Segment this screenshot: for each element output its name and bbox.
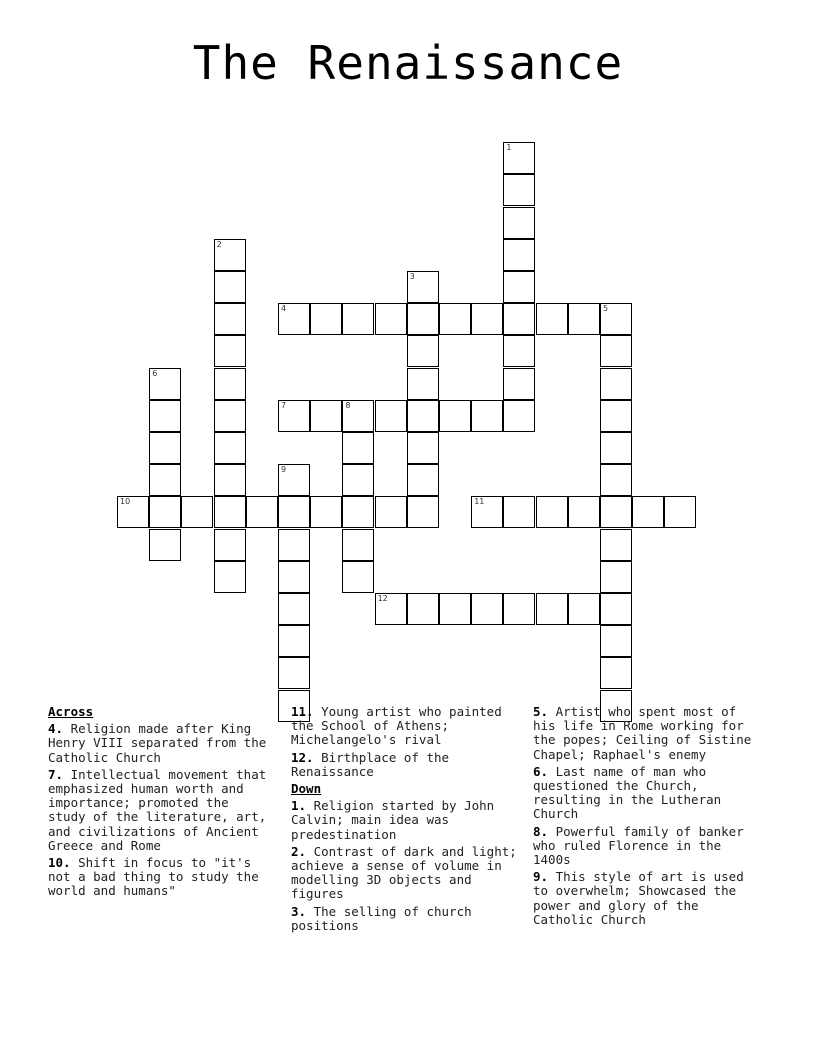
crossword-cell[interactable] <box>342 496 374 528</box>
crossword-cell[interactable] <box>214 400 246 432</box>
crossword-cell[interactable] <box>342 303 374 335</box>
clue-number: 10 <box>120 497 131 507</box>
clue-text: This style of art is used to overwhelm; Showcased the power and glory of the Catholic Church <box>533 869 744 927</box>
crossword-cell[interactable] <box>214 335 246 367</box>
crossword-cell[interactable] <box>214 271 246 303</box>
crossword-cell[interactable] <box>278 529 310 561</box>
clue-item <box>48 856 273 899</box>
clue-text: Intellectual movement that emphasized human worth and importance; promoted the study of the literature, art, and civilizations of Ancient Greece and Rome <box>48 766 267 853</box>
crossword-cell[interactable] <box>214 303 246 335</box>
crossword-cell[interactable] <box>503 400 535 432</box>
clue-item <box>533 705 763 762</box>
down-heading: Down <box>291 781 322 797</box>
crossword-cell[interactable] <box>536 496 568 528</box>
crossword-cell[interactable] <box>568 496 600 528</box>
crossword-cell[interactable] <box>149 529 181 561</box>
clue-number: 11 <box>474 497 485 507</box>
clue-number: 3 <box>409 272 415 281</box>
crossword-cell[interactable] <box>407 496 439 528</box>
clue-item <box>533 825 763 868</box>
crossword-cell[interactable] <box>600 368 632 400</box>
crossword-cell[interactable] <box>600 432 632 464</box>
crossword-cell[interactable] <box>503 303 535 335</box>
crossword-cell[interactable] <box>600 529 632 561</box>
crossword-cell[interactable] <box>503 174 535 206</box>
clue-item <box>533 765 763 822</box>
crossword-cell[interactable] <box>471 303 503 335</box>
crossword-cell[interactable] <box>375 496 407 528</box>
crossword-cell[interactable] <box>214 496 246 528</box>
clue-text: Religion made after King Henry VIII separated from the Catholic Church <box>48 721 267 765</box>
clue-text: The selling of church positions <box>291 903 472 933</box>
crossword-cell[interactable] <box>600 464 632 496</box>
crossword-cell[interactable] <box>503 142 535 174</box>
clue-number: 12 <box>377 594 388 603</box>
crossword-cell[interactable] <box>310 400 342 432</box>
clue-number: 1. <box>291 798 307 814</box>
crossword-cell[interactable] <box>214 561 246 593</box>
clue-number: 9. <box>533 869 549 885</box>
crossword-cell[interactable] <box>278 593 310 625</box>
crossword-cell[interactable] <box>214 529 246 561</box>
crossword-cell[interactable] <box>342 464 374 496</box>
clue-number: 3. <box>291 903 307 919</box>
clue-item <box>291 799 521 842</box>
clue-text: Religion started by John Calvin; main idea was predestination <box>291 798 495 842</box>
crossword-cell[interactable] <box>214 464 246 496</box>
clue-item <box>533 870 763 927</box>
clue-number: 11. <box>291 704 314 719</box>
clue-number: 8 <box>345 400 351 410</box>
crossword-cell[interactable] <box>149 496 181 528</box>
clue-number: 9 <box>281 465 287 475</box>
clue-text: Last name of man who questioned the Church, resulting in the Lutheran Church <box>533 763 722 822</box>
clue-number: 2. <box>291 843 307 859</box>
crossword-cell[interactable] <box>407 368 439 400</box>
clue-item <box>48 768 273 853</box>
clue-number: 10. <box>48 855 71 871</box>
clue-text: Contrast of dark and light; achieve a sense of volume in modelling 3D objects and figures <box>291 843 517 902</box>
clue-item <box>48 722 273 765</box>
crossword-cell[interactable] <box>632 496 664 528</box>
crossword-cell[interactable] <box>310 303 342 335</box>
clue-number: 7. <box>48 766 64 782</box>
clue-text: Powerful family of banker who ruled Florence in the 1400s <box>533 823 744 868</box>
crossword-cell[interactable] <box>342 561 374 593</box>
crossword-cell[interactable] <box>503 239 535 271</box>
crossword-cell[interactable] <box>407 335 439 367</box>
clue-text: Shift in focus to "it's not a bad thing to study the world and humans" <box>48 855 259 899</box>
crossword-cell[interactable] <box>503 335 535 367</box>
crossword-cell[interactable] <box>375 593 407 625</box>
clues-column-2 <box>291 702 521 933</box>
crossword-cell[interactable] <box>214 432 246 464</box>
crossword-cell[interactable] <box>600 335 632 367</box>
clue-number: 8. <box>533 823 549 839</box>
crossword-cell[interactable] <box>664 496 696 528</box>
crossword-cell[interactable] <box>407 593 439 625</box>
crossword-cell[interactable] <box>407 271 439 303</box>
crossword-cell[interactable] <box>310 496 342 528</box>
clue-number: 6. <box>533 763 549 779</box>
crossword-cell[interactable] <box>278 561 310 593</box>
crossword-cell[interactable] <box>278 657 310 689</box>
crossword-cell[interactable] <box>471 496 503 528</box>
clue-number: 4 <box>281 304 287 314</box>
crossword-cell[interactable] <box>503 271 535 303</box>
crossword-cell[interactable] <box>600 303 632 335</box>
crossword-cell[interactable] <box>503 593 535 625</box>
clue-item <box>291 705 521 748</box>
crossword-cell[interactable] <box>471 400 503 432</box>
crossword-cell[interactable] <box>439 593 471 625</box>
clue-number: 5. <box>533 704 549 719</box>
crossword-cell[interactable] <box>600 561 632 593</box>
crossword-cell[interactable] <box>278 400 310 432</box>
crossword-cell[interactable] <box>536 593 568 625</box>
clues-column-1 <box>48 702 273 899</box>
crossword-cell[interactable] <box>149 400 181 432</box>
crossword-cell[interactable] <box>536 303 568 335</box>
crossword-cell[interactable] <box>342 400 374 432</box>
crossword-cell[interactable] <box>439 303 471 335</box>
puzzle-title: The Renaissance <box>192 36 624 90</box>
clue-number: 12. <box>291 749 314 765</box>
clue-item <box>291 751 521 779</box>
crossword-cell[interactable] <box>278 496 310 528</box>
clue-number: 1 <box>506 143 512 153</box>
crossword-cell[interactable] <box>375 303 407 335</box>
crossword-cell[interactable] <box>214 368 246 400</box>
crossword-cell[interactable] <box>246 496 278 528</box>
crossword-cell[interactable] <box>149 464 181 496</box>
crossword-cell[interactable] <box>503 207 535 239</box>
clue-number: 2 <box>216 239 222 249</box>
clue-text: Artist who spent most of his life in Rome working for the popes; Ceiling of Sistine Chapel; Raphael's enemy <box>533 704 752 762</box>
crossword-cell[interactable] <box>407 303 439 335</box>
crossword-cell[interactable] <box>600 496 632 528</box>
crossword-cell[interactable] <box>407 432 439 464</box>
crossword-cell[interactable] <box>600 657 632 689</box>
crossword-cell[interactable] <box>342 529 374 561</box>
crossword-cell[interactable] <box>342 432 374 464</box>
crossword-cell[interactable] <box>375 400 407 432</box>
crossword-cell[interactable] <box>181 496 213 528</box>
crossword-cell[interactable] <box>471 593 503 625</box>
crossword-cell[interactable] <box>407 464 439 496</box>
crossword-cell[interactable] <box>568 593 600 625</box>
crossword-cell[interactable] <box>214 239 246 271</box>
crossword-cell[interactable] <box>600 400 632 432</box>
clue-text: Young artist who painted the School of Athens; Michelangelo's rival <box>291 704 502 748</box>
crossword-cell[interactable] <box>149 368 181 400</box>
clue-number: 6 <box>152 368 158 378</box>
crossword-cell[interactable] <box>503 496 535 528</box>
crossword-cell[interactable] <box>600 625 632 657</box>
crossword-cell[interactable] <box>149 432 181 464</box>
crossword-cell[interactable] <box>117 496 149 528</box>
crossword-cell[interactable] <box>503 368 535 400</box>
crossword-cell[interactable] <box>278 303 310 335</box>
clue-number: 4. <box>48 721 64 737</box>
crossword-cell[interactable] <box>568 303 600 335</box>
crossword-cell[interactable] <box>439 400 471 432</box>
crossword-cell[interactable] <box>278 464 310 496</box>
across-heading: Across <box>48 704 94 719</box>
crossword-cell[interactable] <box>600 593 632 625</box>
clue-item <box>291 845 521 902</box>
clues-column-3 <box>533 702 763 927</box>
crossword-cell[interactable] <box>407 400 439 432</box>
clue-number: 7 <box>281 400 287 410</box>
clue-text: Birthplace of the Renaissance <box>291 749 450 779</box>
crossword-cell[interactable] <box>278 625 310 657</box>
clue-item <box>291 905 521 933</box>
clue-number: 5 <box>603 304 609 314</box>
